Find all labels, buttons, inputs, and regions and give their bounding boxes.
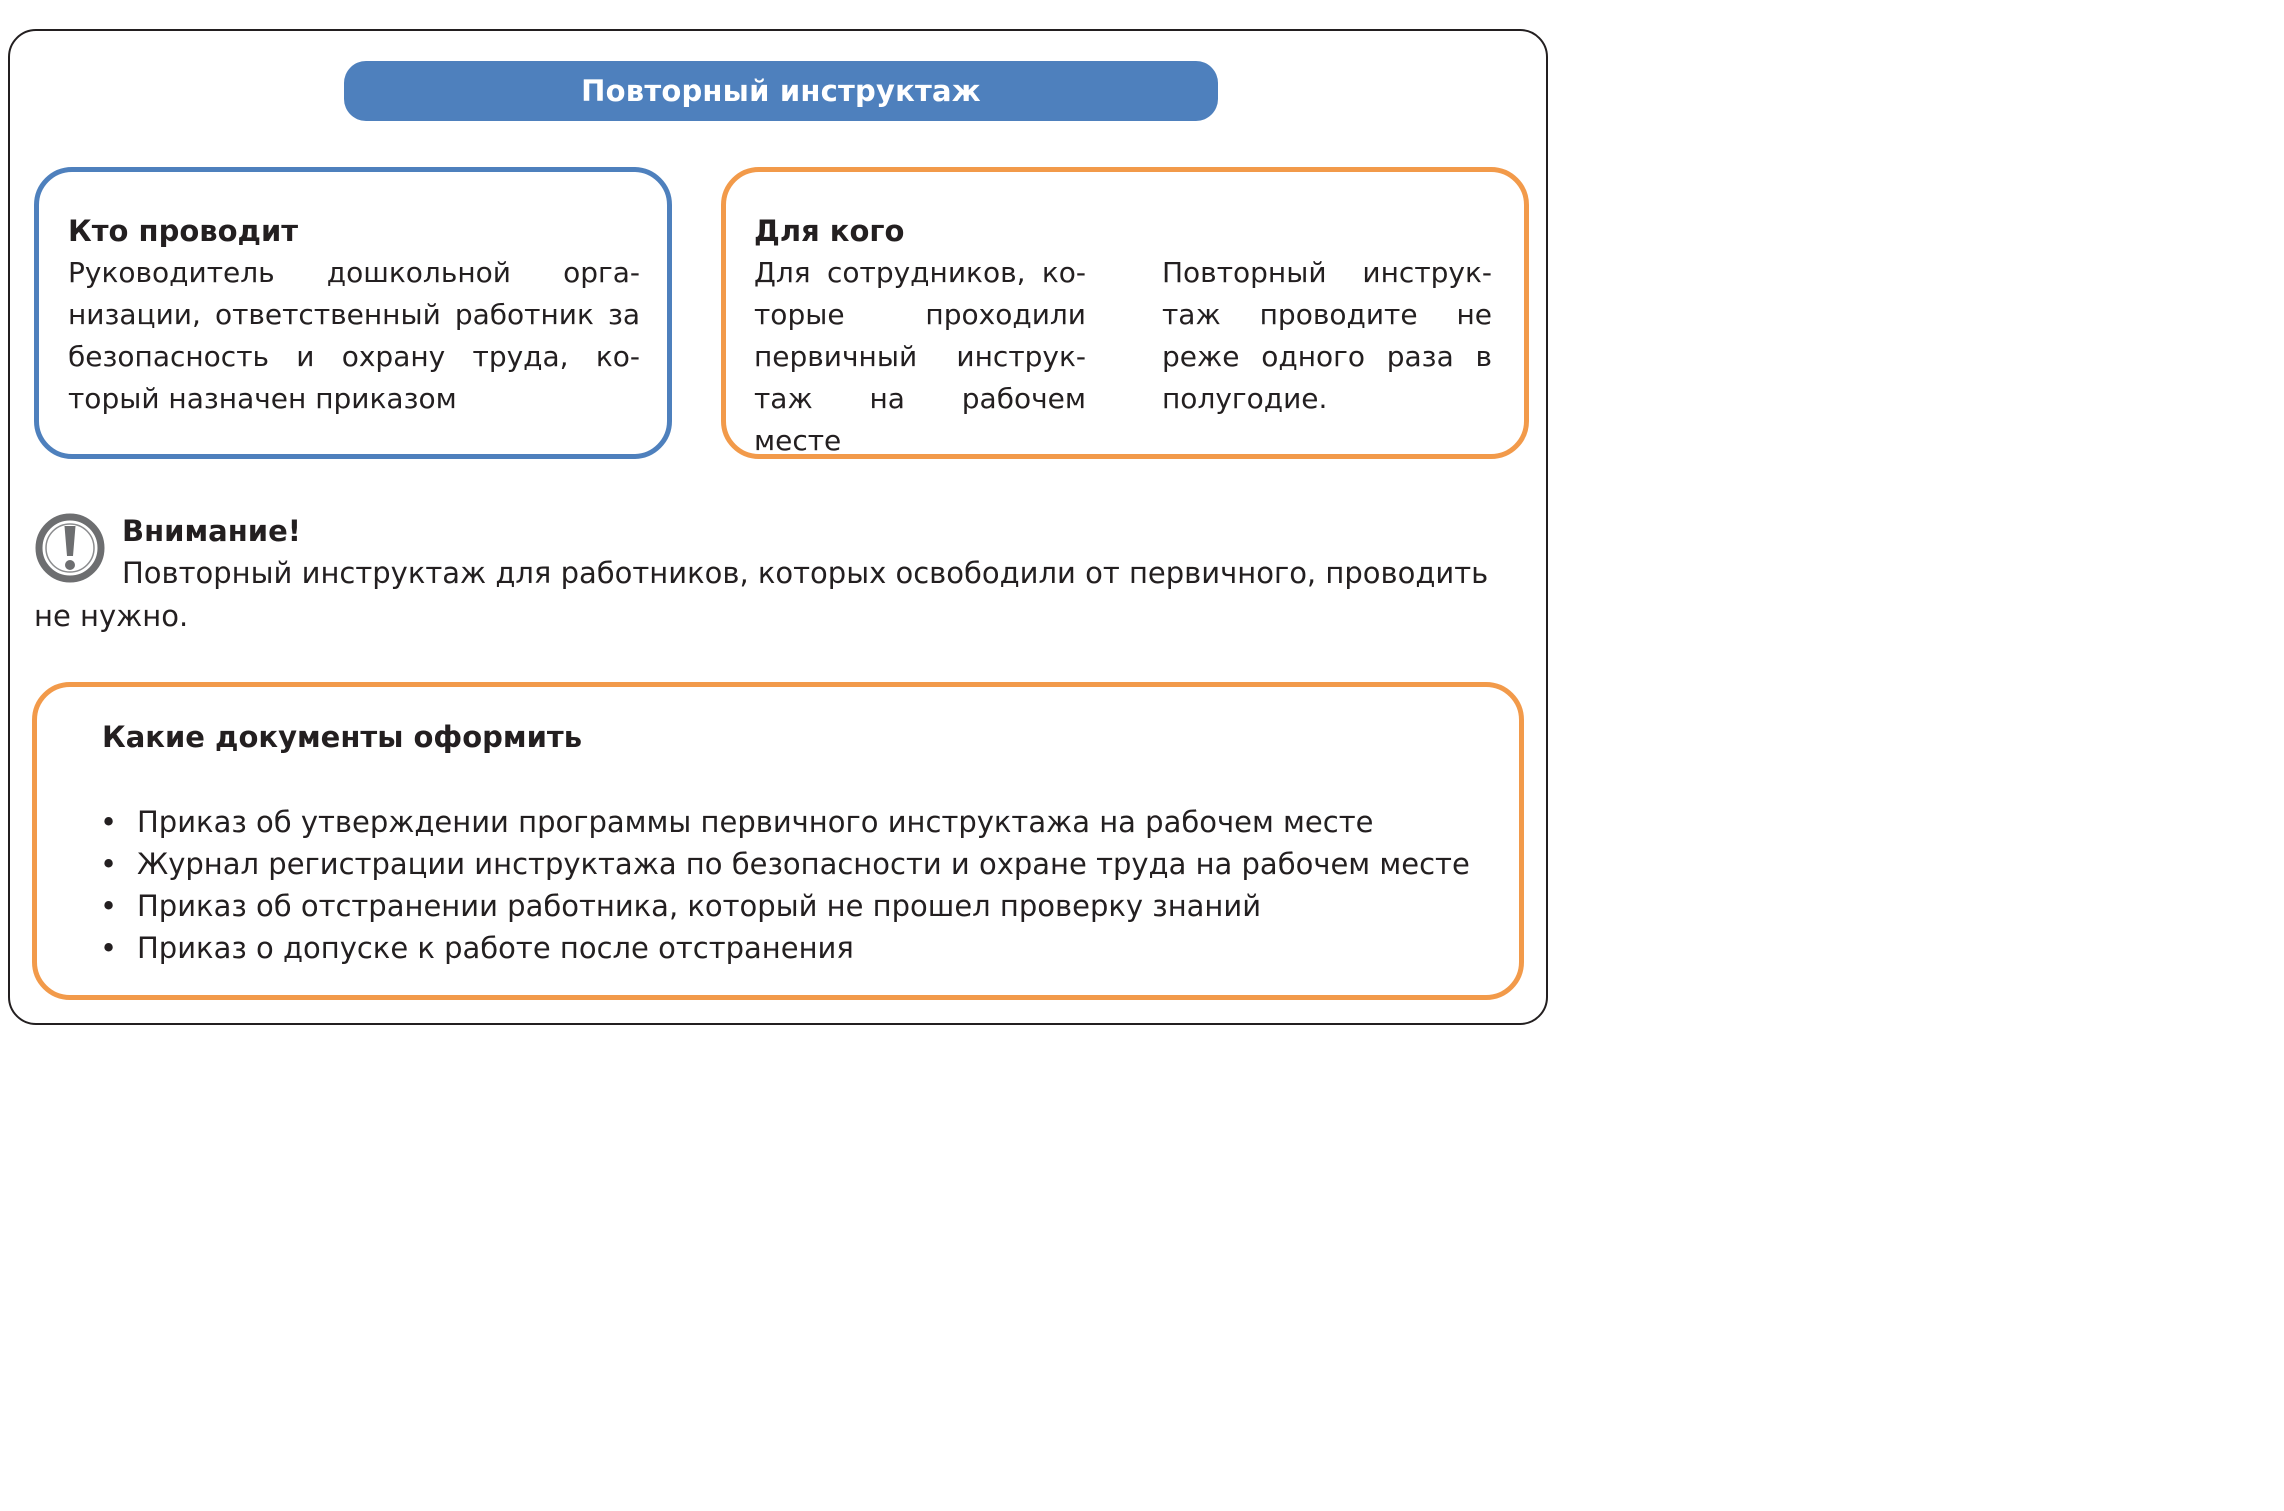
list-item (100, 927, 1470, 969)
warning-text: Повторный инструктаж для работников, которых освободили от первичного, проводить не нужно. (34, 556, 1489, 633)
documents-heading: Какие документы оформить (102, 720, 583, 754)
document-item: Приказ о допуске к работе после отстранения (137, 931, 854, 965)
list-item (100, 885, 1470, 927)
for-whom-heading: Для кого (754, 214, 905, 248)
page-title: Повторный инструктаж (581, 74, 981, 108)
frequency-text: Повторный инструктаж проводите не реже одного раза в полугодие. (1162, 256, 1492, 415)
warning-heading: Внимание! (122, 514, 301, 548)
bullet-icon: • (100, 847, 118, 881)
who-heading: Кто проводит (68, 214, 299, 248)
document-item: Приказ об отстранении работника, который не прошел проверку знаний (137, 889, 1262, 923)
for-whom-text: Для сотрудников, которые проходили первичный инструктаж на рабочем месте (754, 256, 1086, 457)
bullet-icon: • (100, 805, 118, 839)
list-item (100, 801, 1470, 843)
bullet-icon: • (100, 889, 118, 923)
list-item (100, 843, 1470, 885)
documents-list (100, 801, 1470, 969)
who-text: Руководитель дошкольной организации, ответственный работник за безопасность и охрану труда, который назначен приказом (68, 256, 640, 415)
title-banner (344, 61, 1218, 121)
bullet-icon: • (100, 931, 118, 965)
document-item: Журнал регистрации инструктажа по безопасности и охране труда на рабочем месте (137, 847, 1470, 881)
document-item: Приказ об утверждении программы первичного инструктажа на рабочем месте (137, 805, 1374, 839)
